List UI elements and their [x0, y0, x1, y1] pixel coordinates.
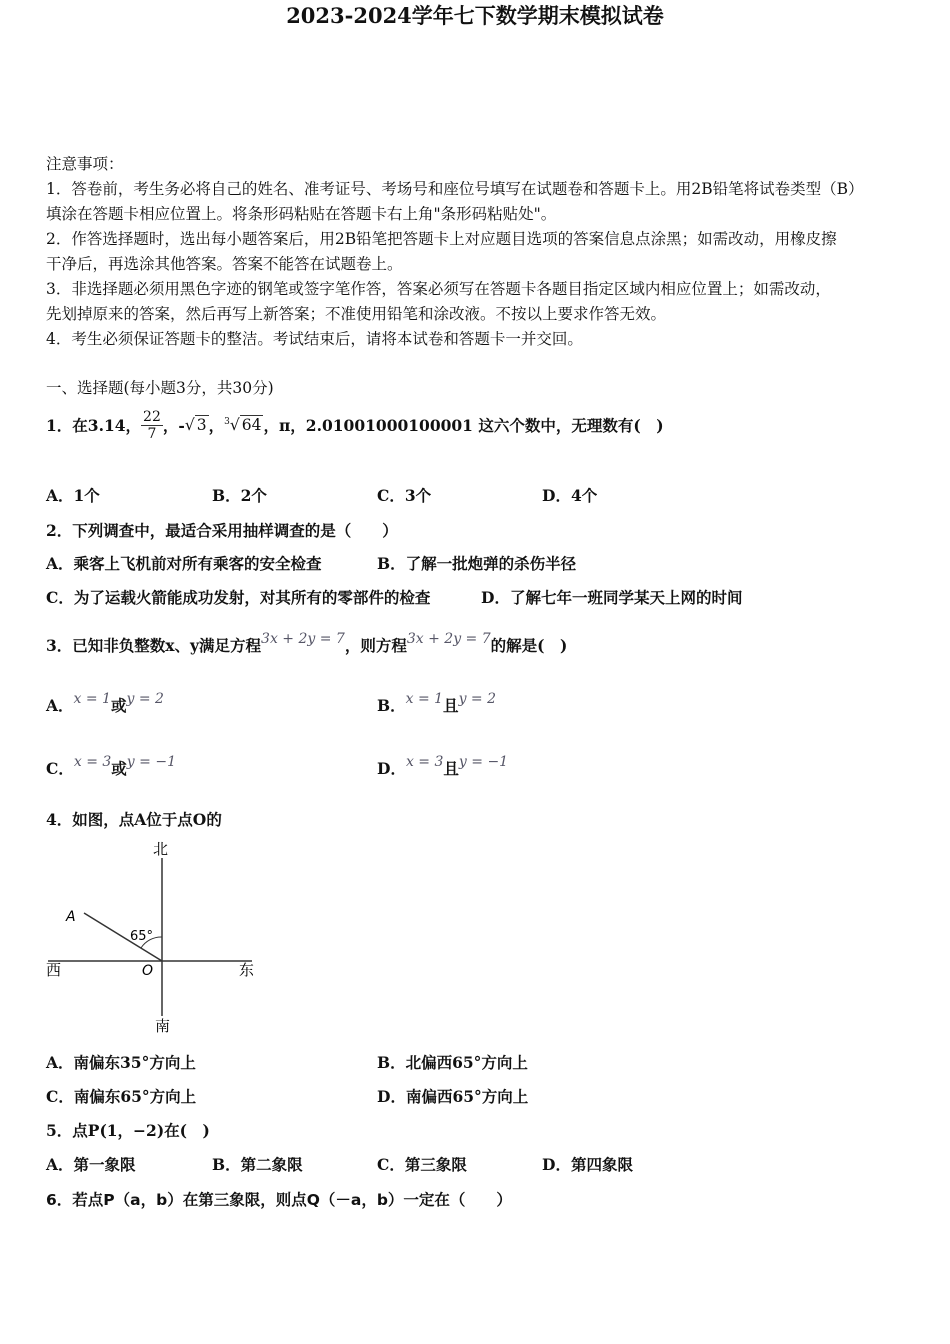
- q2-option-c: C．为了运载火箭能成功发射，对其所有的零部件的检查: [46, 588, 431, 607]
- sqrt-3: √ 3: [184, 416, 207, 434]
- connector: 且: [443, 759, 459, 778]
- option-label: D．: [377, 759, 406, 778]
- origin-label: O: [142, 963, 154, 979]
- math-y: y = 2: [126, 691, 164, 707]
- question-3: [46, 631, 568, 656]
- q1-suffix: ，π，2.01001000100001 这六个数中，无理数有( ): [263, 416, 664, 435]
- north-label: 北: [153, 840, 169, 858]
- west-label: 西: [46, 961, 62, 979]
- connector: 且: [443, 696, 459, 715]
- question-4: 4．如图，点A位于点O的: [46, 810, 222, 829]
- question-6: 6．若点P（a，b）在第三象限，则点Q（－a，b）一定在（ ）: [46, 1191, 512, 1209]
- q4-option-a: A．南偏东35°方向上: [46, 1053, 196, 1072]
- equation: 3x + 2y = 7: [406, 631, 491, 647]
- q3-text: 3．已知非负整数x、y满足方程: [46, 636, 262, 655]
- q3-option-a: [46, 691, 164, 716]
- root-index: 3: [224, 416, 230, 427]
- notice-line: 1．答卷前，考生务必将自己的姓名、准考证号、考场号和座位号填写在试题卷和答题卡上。用2B铅笔将试卷类型（B）: [46, 180, 864, 198]
- question-1: [46, 400, 664, 450]
- notice-line: 3．非选择题必须用黑色字迹的钢笔或签字笔作答，答案必须写在答题卡各题目指定区域内相应位置上；如需改动，: [46, 280, 831, 298]
- question-5: 5．点P(1，−2)在( ): [46, 1121, 210, 1140]
- math-x: x = 3: [405, 754, 444, 770]
- math-y: y = 2: [458, 691, 497, 707]
- notice-line: 填涂在答题卡相应位置上。将条形码粘贴在答题卡右上角"条形码粘贴处"。: [46, 205, 557, 223]
- q4-option-b: B．北偏西65°方向上: [377, 1053, 528, 1072]
- q4-option-d: D．南偏西65°方向上: [377, 1087, 529, 1106]
- cbrt-64: $^3$√ 64: [224, 416, 262, 434]
- q1-sep1: ，-: [162, 416, 185, 435]
- math-x: x = 1: [73, 691, 111, 707]
- frac-denominator: 7: [147, 425, 157, 442]
- q3-text: 的解是( ): [490, 636, 568, 655]
- q1-sep2: ，: [208, 416, 225, 435]
- connector: 或: [111, 759, 127, 778]
- q3-option-c: [46, 754, 176, 779]
- fraction-22-7: [141, 409, 163, 442]
- q2-option-b: B．了解一批炮弹的杀伤半径: [377, 554, 577, 573]
- section-heading: 一、选择题(每小题3分，共30分): [46, 379, 274, 397]
- notice-line: 2．作答选择题时，选出每小题答案后，用2B铅笔把答题卡上对应题目选项的答案信息点涂黑；如需改动，用橡皮擦: [46, 230, 837, 248]
- q2-option-a: A．乘客上飞机前对所有乘客的安全检查: [46, 554, 322, 573]
- notice-heading: 注意事项：: [46, 155, 124, 173]
- east-label: 东: [239, 961, 255, 979]
- angle-label: 65°: [130, 929, 154, 944]
- q5-option-c: C．第三象限: [377, 1155, 467, 1174]
- option-label: B．: [377, 696, 406, 715]
- option-label: C．: [46, 759, 74, 778]
- page-title: 2023-2024学年七下数学期末模拟试卷: [286, 3, 664, 28]
- math-x: x = 1: [405, 691, 444, 707]
- q5-option-d: D．第四象限: [542, 1155, 633, 1174]
- notice-line: 干净后，再选涂其他答案。答案不能答在试题卷上。: [46, 255, 403, 273]
- math-y: y = −1: [126, 754, 176, 770]
- radicand: 64: [241, 416, 262, 434]
- q3-option-d: [377, 754, 509, 779]
- q1-option-c: C．3个: [377, 486, 432, 505]
- option-label: A．: [46, 696, 74, 715]
- connector: 或: [110, 696, 127, 715]
- math-y: y = −1: [458, 754, 509, 770]
- q1-option-b: B．2个: [212, 486, 267, 505]
- q1-option-a: A．1个: [46, 486, 100, 505]
- q1-option-d: D．4个: [542, 486, 598, 505]
- q5-option-b: B．第二象限: [212, 1155, 303, 1174]
- notice-line: 4．考生必须保证答题卡的整洁。考试结束后，请将本试卷和答题卡一并交回。: [46, 330, 583, 348]
- point-a-label: A: [66, 909, 76, 925]
- math-x: x = 3: [73, 754, 112, 770]
- south-label: 南: [155, 1017, 171, 1035]
- q1-prefix: 1．在3.14，: [46, 416, 142, 435]
- equation: 3x + 2y = 7: [261, 631, 345, 647]
- frac-numerator: 22: [143, 408, 161, 425]
- q4-option-c: C．南偏东65°方向上: [46, 1087, 197, 1106]
- question-2: 2．下列调查中，最适合采用抽样调查的是（ ）: [46, 521, 398, 540]
- radicand: 3: [196, 416, 207, 434]
- notice-line: 先划掉原来的答案，然后再写上新答案；不准使用铅笔和涂改液。不按以上要求作答无效。: [46, 305, 667, 323]
- q3-option-b: [377, 691, 497, 716]
- q5-option-a: A．第一象限: [46, 1155, 136, 1174]
- q2-option-d: D．了解七年一班同学某天上网的时间: [481, 588, 743, 607]
- compass-figure: [40, 836, 270, 1036]
- q3-text: ，则方程: [344, 636, 407, 655]
